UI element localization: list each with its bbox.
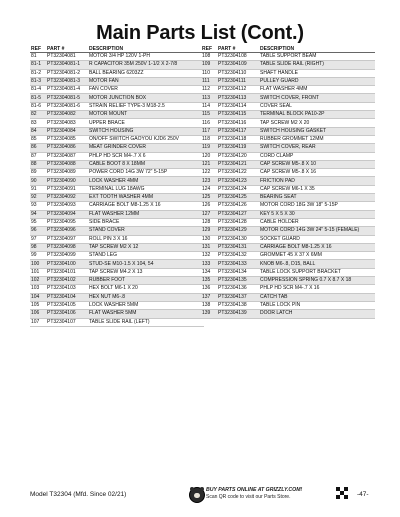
description-cell: SIDE BRACE <box>88 218 204 226</box>
table-row <box>30 310 204 318</box>
description-cell: CABLE BOOT 8 X 18MM <box>88 160 204 168</box>
table-row <box>30 194 204 202</box>
ref-cell: 89 <box>30 169 46 177</box>
ref-cell: 120 <box>201 152 217 160</box>
ref-cell: 98 <box>30 243 46 251</box>
table-row <box>201 135 375 143</box>
table-row <box>201 102 375 110</box>
table-row <box>201 77 375 85</box>
description-cell: STRAIN RELIEF TYPE-3 M18-2.5 <box>88 102 204 110</box>
part-number-cell: PT32304112 <box>217 86 259 94</box>
ref-cell: 84 <box>30 127 46 135</box>
part-number-cell: PT32304094 <box>46 210 88 218</box>
part-number-cell: PT32304088 <box>46 160 88 168</box>
ref-cell: 92 <box>30 194 46 202</box>
description-cell: TABLE SLIDE RAIL (RIGHT) <box>259 61 375 69</box>
description-cell: COVER SEAL <box>259 102 375 110</box>
description-cell: CAP SCREW M6-1 X 35 <box>259 185 375 193</box>
ref-cell: 81 <box>30 53 46 61</box>
ref-cell: 121 <box>201 160 217 168</box>
description-cell: POWER CORD 14G 3W 72" 5-15P <box>88 169 204 177</box>
table-row <box>30 61 204 69</box>
description-cell: CAP SCREW M5-.8 X 16 <box>259 169 375 177</box>
part-header: PART # <box>217 46 259 53</box>
description-cell: CARRIAGE BOLT M8-1.25 X 16 <box>259 243 375 251</box>
description-cell: UPPER BRACE <box>88 119 204 127</box>
description-cell: MOTOR CORD 14G 3W 24" 5-15 (FEMALE) <box>259 227 375 235</box>
part-number-cell: PT32304138 <box>217 301 259 309</box>
part-number-cell: PT32304135 <box>217 277 259 285</box>
parts-table-left-body <box>30 53 204 327</box>
part-number-cell: PT32304087 <box>46 152 88 160</box>
ref-cell: 138 <box>201 301 217 309</box>
part-number-cell: PT32304081 <box>46 53 88 61</box>
promo-subtext: Scan QR code to visit our Parts Store. <box>206 494 291 500</box>
part-number-cell: PT32304081-1 <box>46 61 88 69</box>
ref-cell: 127 <box>201 210 217 218</box>
description-cell: CAP SCREW M5-.8 X 10 <box>259 160 375 168</box>
ref-cell: 104 <box>30 293 46 301</box>
description-cell: SHAFT HANDLE <box>259 69 375 77</box>
ref-cell: 90 <box>30 177 46 185</box>
ref-cell: 86 <box>30 144 46 152</box>
ref-cell: 110 <box>201 69 217 77</box>
ref-cell: 117 <box>201 127 217 135</box>
part-number-cell: PT32304128 <box>217 218 259 226</box>
description-cell: BALL BEARING 6203ZZ <box>88 69 204 77</box>
ref-cell: 81-6 <box>30 102 46 110</box>
table-row <box>201 69 375 77</box>
table-row <box>30 252 204 260</box>
description-cell: EXT TOOTH WASHER 4MM <box>88 194 204 202</box>
part-number-cell: PT32304132 <box>217 252 259 260</box>
description-cell: TAP SCREW M2 X 20 <box>259 119 375 127</box>
ref-cell: 102 <box>30 277 46 285</box>
table-row <box>201 194 375 202</box>
table-row <box>201 144 375 152</box>
part-number-cell: PT32304121 <box>217 160 259 168</box>
description-cell: R CAPACITOR 35M 250V 1-1/2 X 2-7/8 <box>88 61 204 69</box>
description-cell: FLAT WASHER 12MM <box>88 210 204 218</box>
table-row <box>201 94 375 102</box>
description-cell: TERMINAL BLOCK PA10-2P <box>259 111 375 119</box>
ref-cell: 81-3 <box>30 77 46 85</box>
ref-cell: 125 <box>201 194 217 202</box>
description-cell: FRICTION PAD <box>259 177 375 185</box>
description-header: DESCRIPTION <box>259 46 375 53</box>
table-row <box>30 135 204 143</box>
ref-cell: 93 <box>30 202 46 210</box>
table-row <box>201 160 375 168</box>
part-number-cell: PT32304084 <box>46 127 88 135</box>
table-row <box>30 301 204 309</box>
table-row <box>201 293 375 301</box>
description-cell: TABLE LOCK PIN <box>259 301 375 309</box>
description-cell: SWITCH HOUSING GASKET <box>259 127 375 135</box>
part-number-cell: PT32304098 <box>46 243 88 251</box>
description-cell: MOTOR CORD 18G 3W 18" 5-15P <box>259 202 375 210</box>
ref-cell: 97 <box>30 235 46 243</box>
description-cell: SWITCH COVER, FRONT <box>259 94 375 102</box>
table-row <box>30 160 204 168</box>
description-cell: TERMINAL LUG 18AWG <box>88 185 204 193</box>
part-number-cell: PT32304113 <box>217 94 259 102</box>
table-row <box>30 260 204 268</box>
part-number-cell: PT32304120 <box>217 152 259 160</box>
ref-cell: 113 <box>201 94 217 102</box>
description-cell: MOTOR MOUNT <box>88 111 204 119</box>
ref-cell: 100 <box>30 260 46 268</box>
ref-cell: 109 <box>201 61 217 69</box>
part-number-cell: PT32304133 <box>217 260 259 268</box>
table-row <box>201 111 375 119</box>
part-number-cell: PT32304124 <box>217 185 259 193</box>
part-number-cell: PT32304102 <box>46 277 88 285</box>
table-row <box>201 310 375 318</box>
description-cell: STAND COVER <box>88 227 204 235</box>
ref-cell: 123 <box>201 177 217 185</box>
part-number-cell: PT32304081-5 <box>46 94 88 102</box>
grizzly-bear-icon <box>189 487 205 503</box>
ref-cell: 130 <box>201 235 217 243</box>
table-row <box>201 252 375 260</box>
part-number-cell: PT32304108 <box>217 53 259 61</box>
table-row <box>201 268 375 276</box>
ref-cell: 114 <box>201 102 217 110</box>
part-number-cell: PT32304111 <box>217 77 259 85</box>
table-row <box>30 94 204 102</box>
ref-cell: 81-1 <box>30 61 46 69</box>
part-number-cell: PT32304114 <box>217 102 259 110</box>
part-number-cell: PT32304134 <box>217 268 259 276</box>
ref-cell: 124 <box>201 185 217 193</box>
part-number-cell: PT32304081-4 <box>46 86 88 94</box>
part-number-cell: PT32304123 <box>217 177 259 185</box>
ref-cell: 95 <box>30 218 46 226</box>
description-cell: SWITCH COVER, REAR <box>259 144 375 152</box>
description-cell: BEARING SEAT <box>259 194 375 202</box>
description-cell: COMPRESSION SPRING 0.7 X 8.7 X 18 <box>259 277 375 285</box>
description-cell: TAP SCREW M4.2 X 13 <box>88 268 204 276</box>
table-row <box>201 177 375 185</box>
part-number-cell: PT32304129 <box>217 227 259 235</box>
table-row <box>201 127 375 135</box>
description-cell: RUBBER GROMMET 12MM <box>259 135 375 143</box>
part-number-cell: PT32304081-2 <box>46 69 88 77</box>
table-row <box>201 152 375 160</box>
part-number-cell: PT32304093 <box>46 202 88 210</box>
table-row <box>30 86 204 94</box>
part-number-cell: PT32304089 <box>46 169 88 177</box>
table-row <box>30 119 204 127</box>
ref-cell: 105 <box>30 301 46 309</box>
ref-cell: 91 <box>30 185 46 193</box>
description-cell: TABLE LOCK SUPPORT BRACKET <box>259 268 375 276</box>
description-cell: RUBBER FOOT <box>88 277 204 285</box>
part-number-cell: PT32304097 <box>46 235 88 243</box>
description-cell: CARRIAGE BOLT M8-1.25 X 16 <box>88 202 204 210</box>
part-number-cell: PT32304081-3 <box>46 77 88 85</box>
description-cell: MOTOR FAN <box>88 77 204 85</box>
part-number-cell: PT32304137 <box>217 293 259 301</box>
table-row <box>201 86 375 94</box>
table-row <box>30 285 204 293</box>
part-number-cell: PT32304116 <box>217 119 259 127</box>
description-cell: ROLL PIN 3 X 16 <box>88 235 204 243</box>
ref-cell: 126 <box>201 202 217 210</box>
table-row <box>201 61 375 69</box>
part-number-cell: PT32304099 <box>46 252 88 260</box>
description-cell: FLAT WASHER 5MM <box>88 310 204 318</box>
table-row <box>201 169 375 177</box>
ref-cell: 131 <box>201 243 217 251</box>
part-number-cell: PT32304125 <box>217 194 259 202</box>
ref-cell: 129 <box>201 227 217 235</box>
part-number-cell: PT32304110 <box>217 69 259 77</box>
description-cell: PULLEY GUARD <box>259 77 375 85</box>
description-cell: GROMMET 45 X 37 X 6MM <box>259 252 375 260</box>
description-cell: TABLE SLIDE RAIL (LEFT) <box>88 318 204 326</box>
ref-header: REF <box>30 46 46 53</box>
table-row <box>201 119 375 127</box>
description-cell: LOCK WASHER 5MM <box>88 301 204 309</box>
ref-header: REF <box>201 46 217 53</box>
table-row <box>30 218 204 226</box>
part-number-cell: PT32304100 <box>46 260 88 268</box>
table-row <box>30 152 204 160</box>
description-cell: CABLE HOLDER <box>259 218 375 226</box>
description-cell: STUD-SE M10-1.5 X 104, 54 <box>88 260 204 268</box>
ref-cell: 83 <box>30 119 46 127</box>
ref-cell: 135 <box>201 277 217 285</box>
table-row <box>30 227 204 235</box>
ref-cell: 122 <box>201 169 217 177</box>
ref-cell: 112 <box>201 86 217 94</box>
table-row <box>30 69 204 77</box>
table-row <box>30 243 204 251</box>
table-row <box>201 243 375 251</box>
qr-code-icon[interactable] <box>336 487 348 499</box>
ref-cell: 107 <box>30 318 46 326</box>
table-row <box>30 169 204 177</box>
ref-cell: 139 <box>201 310 217 318</box>
part-number-cell: PT32304131 <box>217 243 259 251</box>
ref-cell: 103 <box>30 285 46 293</box>
parts-table-right-body <box>201 53 375 319</box>
ref-cell: 94 <box>30 210 46 218</box>
description-cell: MOTOR 3/4 HP 120V 1-PH <box>88 53 204 61</box>
part-number-cell: PT32304090 <box>46 177 88 185</box>
part-number-cell: PT32304103 <box>46 285 88 293</box>
part-number-cell: PT32304118 <box>217 135 259 143</box>
part-header: PART # <box>46 46 88 53</box>
ref-cell: 87 <box>30 152 46 160</box>
description-cell: PHLP HD SCR M4-.7 X 16 <box>259 285 375 293</box>
ref-cell: 99 <box>30 252 46 260</box>
description-cell: HEX BOLT M6-1 X 20 <box>88 285 204 293</box>
part-number-cell: PT32304083 <box>46 119 88 127</box>
table-row <box>30 235 204 243</box>
ref-cell: 116 <box>201 119 217 127</box>
ref-cell: 108 <box>201 53 217 61</box>
description-cell: SWITCH HOUSING <box>88 127 204 135</box>
ref-cell: 81-4 <box>30 86 46 94</box>
table-row <box>30 111 204 119</box>
table-row <box>30 268 204 276</box>
description-cell: DOOR LATCH <box>259 310 375 318</box>
description-cell: FLAT WASHER 4MM <box>259 86 375 94</box>
part-number-cell: PT32304091 <box>46 185 88 193</box>
description-cell: FAN COVER <box>88 86 204 94</box>
table-row <box>30 77 204 85</box>
description-cell: STAND LEG <box>88 252 204 260</box>
part-number-cell: PT32304122 <box>217 169 259 177</box>
ref-cell: 106 <box>30 310 46 318</box>
description-cell: LOCK WASHER 4MM <box>88 177 204 185</box>
part-number-cell: PT32304136 <box>217 285 259 293</box>
part-number-cell: PT32304085 <box>46 135 88 143</box>
description-cell: CORD CLAMP <box>259 152 375 160</box>
table-row <box>30 185 204 193</box>
table-row <box>30 144 204 152</box>
part-number-cell: PT32304086 <box>46 144 88 152</box>
ref-cell: 134 <box>201 268 217 276</box>
part-number-cell: PT32304082 <box>46 111 88 119</box>
part-number-cell: PT32304096 <box>46 227 88 235</box>
table-row <box>30 102 204 110</box>
table-row <box>30 127 204 135</box>
promo-headline: BUY PARTS ONLINE AT GRIZZLY.COM! <box>206 487 303 493</box>
ref-cell: 136 <box>201 285 217 293</box>
description-cell: TAP SCREW M2 X 12 <box>88 243 204 251</box>
part-number-cell: PT32304081-6 <box>46 102 88 110</box>
part-number-cell: PT32304104 <box>46 293 88 301</box>
part-number-cell: PT32304117 <box>217 127 259 135</box>
page-footer <box>0 483 400 513</box>
table-row <box>30 293 204 301</box>
page-number: -47- <box>357 491 369 498</box>
ref-cell: 101 <box>30 268 46 276</box>
part-number-cell: PT32304106 <box>46 310 88 318</box>
model-label: Model T32304 (Mfd. Since 02/21) <box>30 491 127 498</box>
table-row <box>30 277 204 285</box>
description-cell: MEAT GRINDER COVER <box>88 144 204 152</box>
table-row <box>201 285 375 293</box>
part-number-cell: PT32304109 <box>217 61 259 69</box>
table-row <box>201 235 375 243</box>
description-cell: TABLE SUPPORT BEAM <box>259 53 375 61</box>
description-cell: CATCH TAB <box>259 293 375 301</box>
parts-promo[interactable] <box>206 487 334 500</box>
ref-cell: 85 <box>30 135 46 143</box>
part-number-cell: PT32304127 <box>217 210 259 218</box>
ref-cell: 115 <box>201 111 217 119</box>
table-row <box>201 277 375 285</box>
description-cell: ON/OFF SWITCH GAOYOU KJD6 250V <box>88 135 204 143</box>
part-number-cell: PT32304101 <box>46 268 88 276</box>
table-row <box>201 301 375 309</box>
part-number-cell: PT32304119 <box>217 144 259 152</box>
part-number-cell: PT32304105 <box>46 301 88 309</box>
ref-cell: 96 <box>30 227 46 235</box>
part-number-cell: PT32304130 <box>217 235 259 243</box>
table-row <box>201 218 375 226</box>
ref-cell: 88 <box>30 160 46 168</box>
part-number-cell: PT32304115 <box>217 111 259 119</box>
part-number-cell: PT32304126 <box>217 202 259 210</box>
table-row <box>30 53 204 61</box>
ref-cell: 81-2 <box>30 69 46 77</box>
part-number-cell: PT32304092 <box>46 194 88 202</box>
ref-cell: 82 <box>30 111 46 119</box>
table-row <box>30 202 204 210</box>
description-cell: KNOB M6-.8, D15, BALL <box>259 260 375 268</box>
description-cell: SOCKET GUARD <box>259 235 375 243</box>
description-header: DESCRIPTION <box>88 46 204 53</box>
table-row <box>201 260 375 268</box>
ref-cell: 111 <box>201 77 217 85</box>
ref-cell: 118 <box>201 135 217 143</box>
table-row <box>30 210 204 218</box>
table-row <box>30 177 204 185</box>
ref-cell: 137 <box>201 293 217 301</box>
description-cell: PHLP HD SCR M4-.7 X 6 <box>88 152 204 160</box>
ref-cell: 81-5 <box>30 94 46 102</box>
table-row <box>30 318 204 326</box>
parts-table-right <box>201 46 375 319</box>
parts-table-left <box>30 46 204 327</box>
table-row <box>201 227 375 235</box>
table-row <box>201 185 375 193</box>
ref-cell: 128 <box>201 218 217 226</box>
ref-cell: 133 <box>201 260 217 268</box>
ref-cell: 132 <box>201 252 217 260</box>
table-row <box>201 210 375 218</box>
table-row <box>201 53 375 61</box>
part-number-cell: PT32304107 <box>46 318 88 326</box>
description-cell: HEX NUT M6-.8 <box>88 293 204 301</box>
description-cell: KEY 5 X 5 X 30 <box>259 210 375 218</box>
page-title: Main Parts List (Cont.) <box>96 22 304 44</box>
part-number-cell: PT32304095 <box>46 218 88 226</box>
description-cell: MOTOR JUNCTION BOX <box>88 94 204 102</box>
ref-cell: 119 <box>201 144 217 152</box>
table-row <box>201 202 375 210</box>
part-number-cell: PT32304139 <box>217 310 259 318</box>
